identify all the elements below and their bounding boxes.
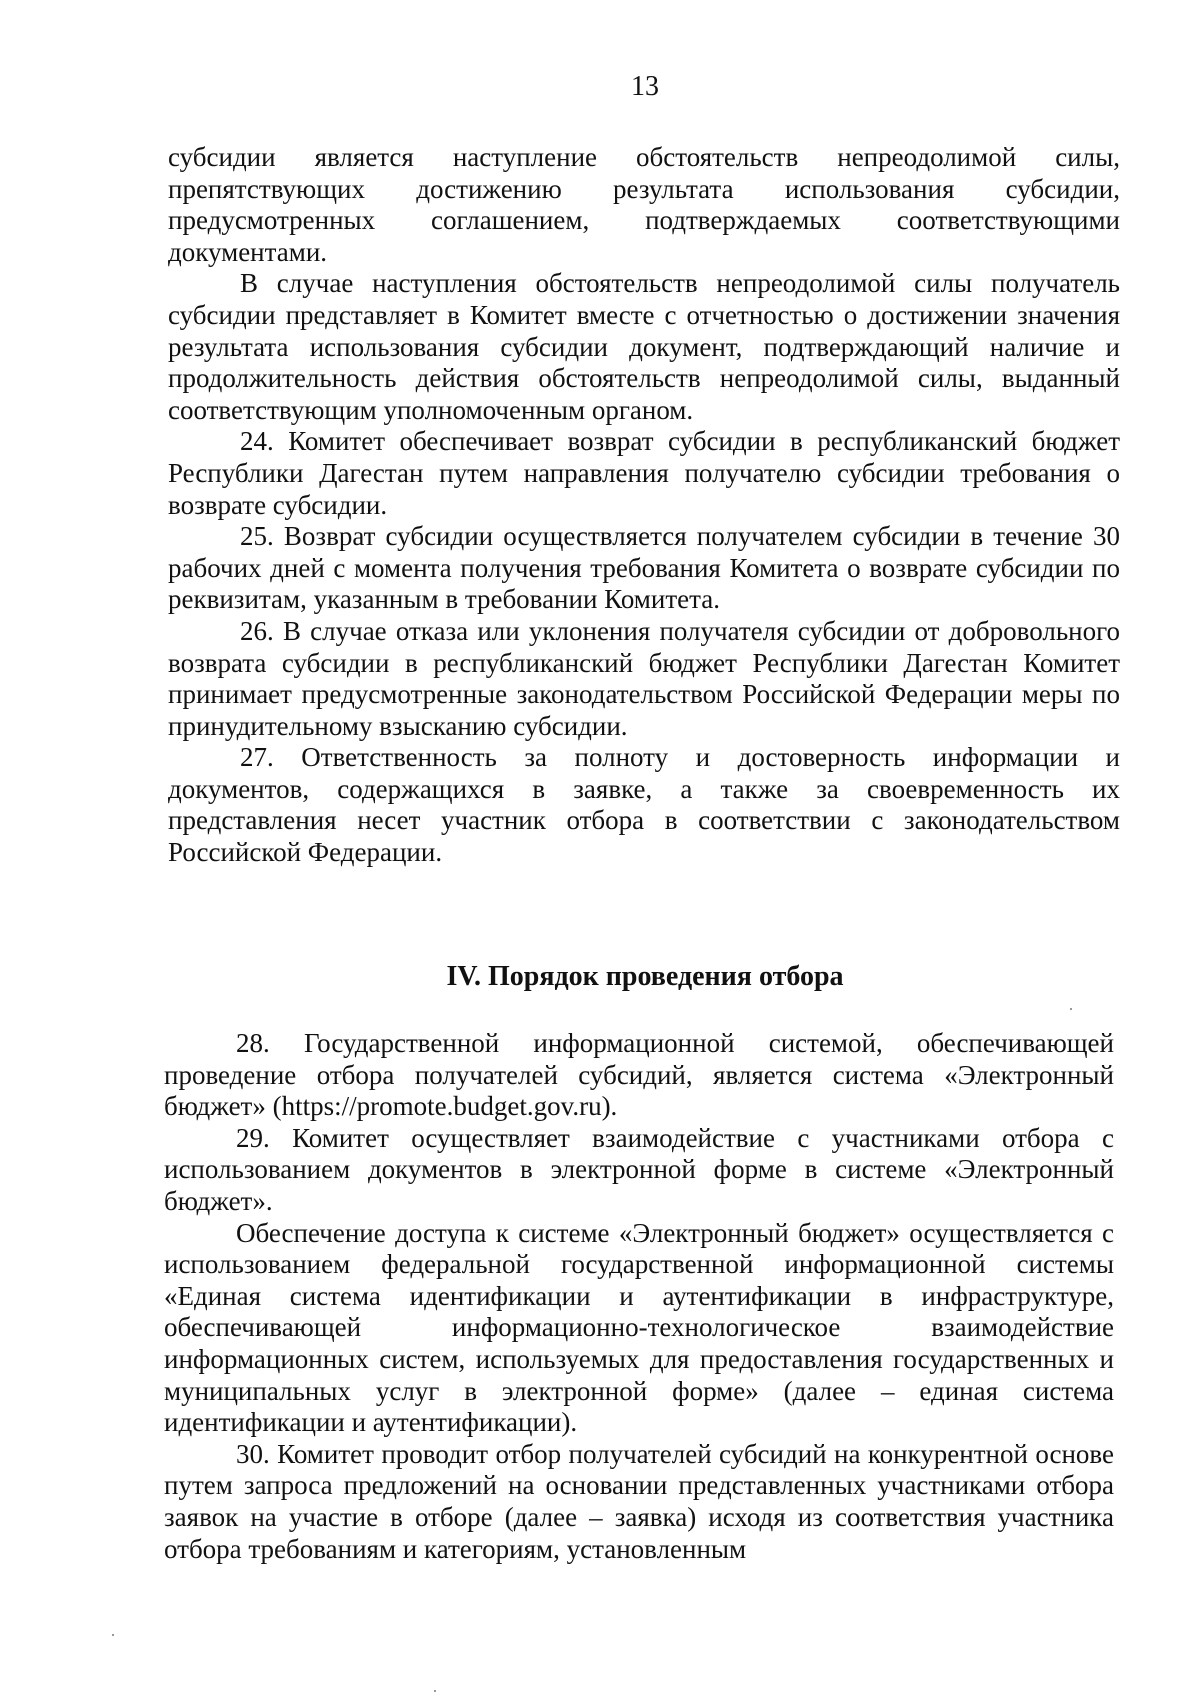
- paragraph-access: Обеспечение доступа к системе «Электронный бюджет» осуществляется с использованием федеральной государственной информационной системы «Единая система идентификации и аутентификации в инфраструктуре, обеспечивающей информационно-технологическое взаимодействие информационных систем, используемых для предоставления государственных и муниципальных услуг в электронной форме» (далее – единая система идентификации и аутентификации).: [164, 1217, 1114, 1438]
- section-title: IV. Порядок проведения отбора: [446, 961, 844, 992]
- paragraph-27: 27. Ответственность за полноту и достоверность информации и документов, содержащихся в заявке, а также за своевременность их представления несет участник отбора в соответствии с законодательством Российской Федерации.: [168, 742, 1120, 868]
- scan-speck: [434, 1690, 436, 1692]
- paragraph-30: 30. Комитет проводит отбор получателей субсидий на конкурентной основе путем запроса предложений на основании представленных участниками отбора заявок на участие в отборе (далее – заявка) исходя из соответствия участника отбора требованиям и категориям, установленным: [164, 1438, 1114, 1564]
- bottom-text-block: [164, 1028, 1114, 1565]
- paragraph-force-majeure: В случае наступления обстоятельств непреодолимой силы получатель субсидии представляет в Комитет вместе с отчетностью о достижении значения результата использования субсидии документ, подтверждающий наличие и продолжительность действия обстоятельств непреодолимой силы, выданный соответствующим уполномоченным органом.: [168, 268, 1120, 425]
- paragraph-continuation: субсидии является наступление обстоятельств непреодолимой силы, препятствующих достижению результата использования субсидии, предусмотренных соглашением, подтверждаемых соответствующими документами.: [168, 142, 1120, 267]
- paragraph-25: 25. Возврат субсидии осуществляется получателем субсидии в течение 30 рабочих дней с момента получения требования Комитета о возврате субсидии по реквизитам, указанным в требовании Комитета.: [168, 521, 1120, 615]
- paragraph-29: 29. Комитет осуществляет взаимодействие с участниками отбора с использованием документов в электронной форме в системе «Электронный бюджет».: [164, 1122, 1114, 1216]
- scan-speck: [1070, 1008, 1072, 1010]
- scan-speck: [112, 1634, 114, 1636]
- page-number: 13: [631, 71, 659, 102]
- top-text-block: [168, 142, 1120, 869]
- paragraph-28: 28. Государственной информационной системой, обеспечивающей проведение отбора получателей субсидий, является система «Электронный бюджет» (https://promote.budget.gov.ru).: [164, 1028, 1114, 1122]
- paragraph-26: 26. В случае отказа или уклонения получателя субсидии от добровольного возврата субсидии в республиканский бюджет Республики Дагестан Комитет принимает предусмотренные законодательством Российской Федерации меры по принудительному взысканию субсидии.: [168, 615, 1120, 741]
- paragraph-24: 24. Комитет обеспечивает возврат субсидии в республиканский бюджет Республики Дагестан путем направления получателю субсидии требования о возврате субсидии.: [168, 426, 1120, 520]
